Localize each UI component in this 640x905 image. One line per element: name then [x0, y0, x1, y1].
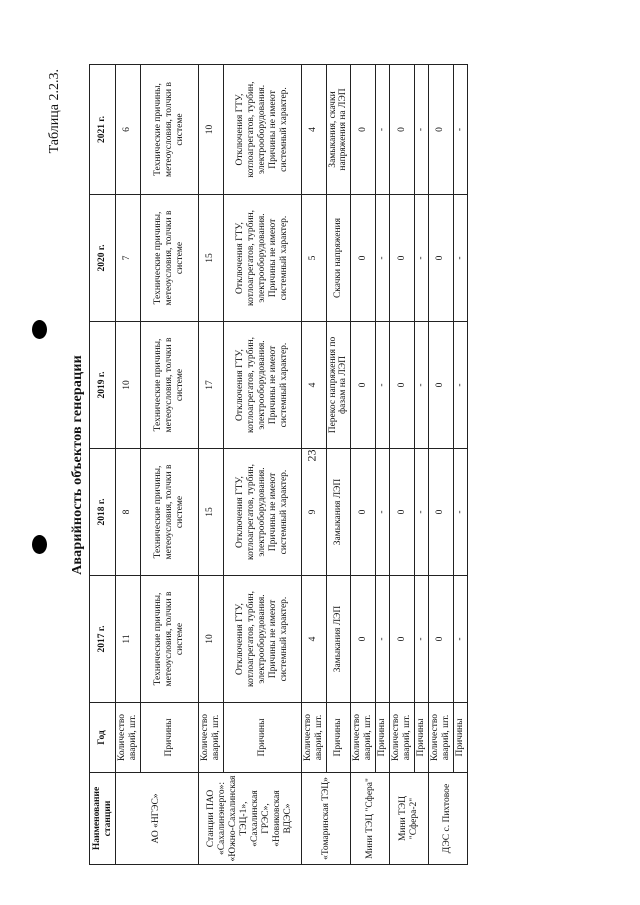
count-cell: 5 — [301, 195, 326, 322]
reason-cell: Отключения ГТУ, котлоагрегатов, турбин, электрооборудования. Причины не имеют системный характер. — [223, 449, 301, 576]
table-row — [428, 65, 453, 865]
reason-cell: - — [376, 195, 390, 322]
station-name: Мини ТЭЦ "Сфера" — [351, 773, 390, 865]
station-name: «Томаринская ТЭЦ» — [301, 773, 351, 865]
rotated-page-content — [47, 65, 627, 865]
count-cell: 15 — [198, 195, 223, 322]
count-cell: 10 — [198, 576, 223, 703]
reason-cell: - — [453, 322, 467, 449]
reason-cell: - — [453, 576, 467, 703]
reason-cell: - — [376, 576, 390, 703]
count-cell: 10 — [198, 65, 223, 195]
count-cell: 11 — [116, 576, 141, 703]
reason-cell: Замыкания ЛЭП — [326, 449, 351, 576]
row-label-count: Количество аварий, шт. — [351, 703, 376, 773]
reason-cell: - — [453, 449, 467, 576]
count-cell: 15 — [198, 449, 223, 576]
header-2019: 2019 г. — [90, 322, 116, 449]
row-label-reasons: Причины — [414, 703, 428, 773]
reason-cell: - — [414, 195, 428, 322]
count-cell: 0 — [390, 322, 415, 449]
count-cell: 0 — [428, 449, 453, 576]
count-cell: 0 — [390, 449, 415, 576]
count-cell: 0 — [390, 576, 415, 703]
row-label-count: Количество аварий, шт. — [390, 703, 415, 773]
header-year: Год — [90, 703, 116, 773]
row-label-reasons: Причины — [453, 703, 467, 773]
header-station: Наименование станции — [90, 773, 116, 865]
reason-cell: Технические причины, метеоусловия, толчки в системе — [140, 322, 198, 449]
reason-cell: - — [414, 322, 428, 449]
count-cell: 6 — [116, 65, 141, 195]
station-name: АО «НГЭС» — [116, 773, 199, 865]
reason-cell: - — [453, 65, 467, 195]
reason-cell: Отключения ГТУ, котлоагрегатов, турбин, электрооборудования. Причины не имеют системный характер. — [223, 322, 301, 449]
count-cell: 7 — [116, 195, 141, 322]
count-cell: 4 — [301, 322, 326, 449]
count-cell: 0 — [428, 65, 453, 195]
row-label-count: Количество аварий, шт. — [301, 703, 326, 773]
count-cell: 0 — [428, 195, 453, 322]
table-row — [140, 65, 198, 865]
reason-cell: Замыкания, скачки напряжения на ЛЭП — [326, 65, 351, 195]
table-header-row — [90, 65, 116, 865]
row-label-count: Количество аварий, шт. — [428, 703, 453, 773]
station-name: ДЭС с. Пихтовое — [428, 773, 467, 865]
count-cell: 4 — [301, 65, 326, 195]
count-cell: 4 — [301, 576, 326, 703]
count-cell: 8 — [116, 449, 141, 576]
count-cell: 0 — [428, 322, 453, 449]
table-row — [414, 65, 428, 865]
reason-cell: - — [414, 65, 428, 195]
count-cell: 17 — [198, 322, 223, 449]
reason-cell: Технические причины, метеоусловия, толчки в системе — [140, 65, 198, 195]
row-label-reasons: Причины — [223, 703, 301, 773]
table-row — [223, 65, 301, 865]
table-row — [390, 65, 415, 865]
header-2018: 2018 г. — [90, 449, 116, 576]
count-cell: 0 — [390, 195, 415, 322]
punch-hole-bottom — [32, 535, 47, 554]
count-cell: 9 — [301, 449, 326, 576]
table-caption: Таблица 2.2.3. — [47, 69, 62, 154]
row-label-reasons: Причины — [376, 703, 390, 773]
table-row — [453, 65, 467, 865]
reason-cell: Технические причины, метеоусловия, толчки в системе — [140, 195, 198, 322]
reason-cell: Технические причины, метеоусловия, толчки в системе — [140, 449, 198, 576]
station-name: Мини ТЭЦ "Сфера-2" — [390, 773, 429, 865]
row-label-reasons: Причины — [326, 703, 351, 773]
table-row — [326, 65, 351, 865]
reason-cell: - — [376, 449, 390, 576]
header-2020: 2020 г. — [90, 195, 116, 322]
count-cell: 0 — [351, 576, 376, 703]
count-cell: 0 — [390, 65, 415, 195]
reason-cell: - — [376, 322, 390, 449]
count-cell: 0 — [428, 576, 453, 703]
accident-table — [89, 64, 468, 865]
count-cell: 0 — [351, 195, 376, 322]
row-label-count: Количество аварий, шт. — [198, 703, 223, 773]
row-label-reasons: Причины — [140, 703, 198, 773]
table-row — [376, 65, 390, 865]
header-2021: 2021 г. — [90, 65, 116, 195]
header-2017: 2017 г. — [90, 576, 116, 703]
reason-cell: - — [414, 449, 428, 576]
reason-cell: Отключения ГТУ, котлоагрегатов, турбин, электрооборудования. Причины не имеют системный характер. — [223, 576, 301, 703]
table-row — [301, 65, 326, 865]
reason-cell: Технические причины, метеоусловия, толчки в системе — [140, 576, 198, 703]
reason-cell: Замыкания ЛЭП — [326, 576, 351, 703]
reason-cell: - — [453, 195, 467, 322]
count-cell: 10 — [116, 322, 141, 449]
count-cell: 0 — [351, 322, 376, 449]
table-row — [116, 65, 141, 865]
count-cell: 0 — [351, 449, 376, 576]
reason-cell: Отключения ГТУ, котлоагрегатов, турбин, электрооборудования. Причины не имеют системный характер. — [223, 65, 301, 195]
table-title: Аварийность объектов генерации — [70, 355, 85, 575]
table-row — [198, 65, 223, 865]
reason-cell: - — [376, 65, 390, 195]
reason-cell: Перекос напряжения по фазам на ЛЭП — [326, 322, 351, 449]
reason-cell: Скачки напряжения — [326, 195, 351, 322]
reason-cell: Отключения ГТУ, котлоагрегатов, турбин, электрооборудования. Причины не имеют системный характер. — [223, 195, 301, 322]
table-row — [351, 65, 376, 865]
station-name: Станции ПАО «Сахалинэнерго»: «Южно-Сахалинская ТЭЦ-1», «Сахалинская ГРЭС», «Новиковская ВДЭС» — [198, 773, 301, 865]
page-number: 23 — [304, 449, 319, 462]
reason-cell: - — [414, 576, 428, 703]
punch-hole-top — [32, 320, 47, 339]
row-label-count: Количество аварий, шт. — [116, 703, 141, 773]
count-cell: 0 — [351, 65, 376, 195]
